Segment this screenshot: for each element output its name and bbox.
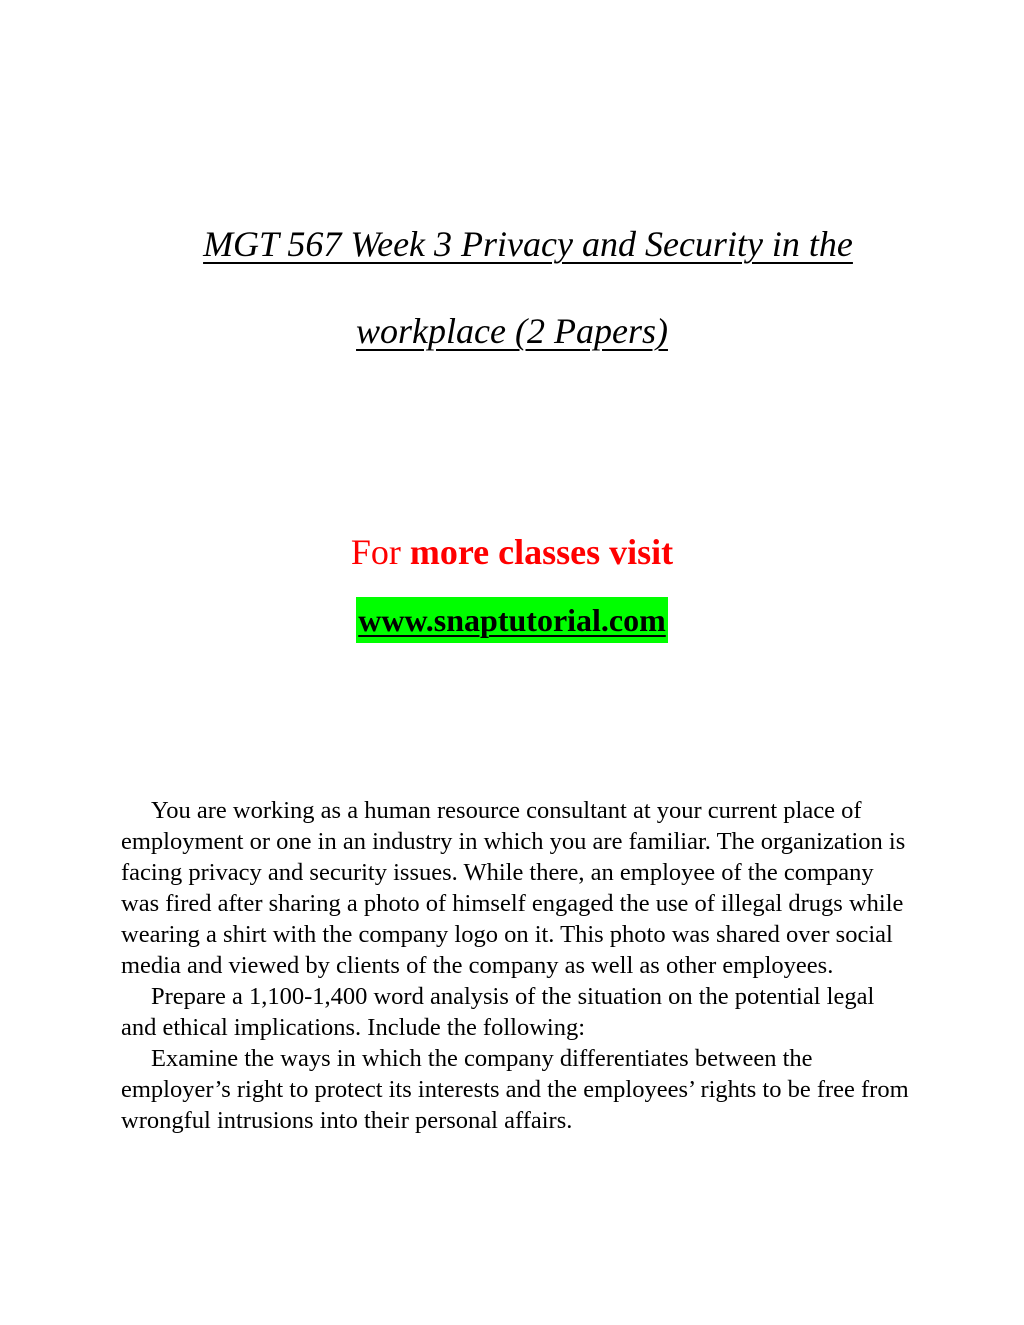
paragraph-examine: Examine the ways in which the company differentiates between the employer’s right to protect its interests and the employees’ rights to be free from wrongful intrusions into their personal affairs. bbox=[121, 1045, 909, 1134]
website-link[interactable]: www.snaptutorial.com bbox=[356, 597, 668, 643]
promo-for-text: For bbox=[350, 532, 401, 572]
paragraph-instructions: Prepare a 1,100-1,400 word analysis of the situation on the potential legal and ethical implications. Include the following: bbox=[121, 983, 875, 1041]
assignment-description bbox=[121, 795, 911, 1136]
document-title-line-2: workplace (2 Papers) bbox=[356, 311, 668, 351]
promo-line bbox=[0, 530, 1024, 574]
paragraph-scenario: You are working as a human resource consultant at your current place of employment or one in an industry in which you are familiar. The organization is facing privacy and security issues. While there, an employee of the company was fired after sharing a photo of himself engaged the use of illegal drugs while wearing a shirt with the company logo on it. This photo was shared over social media and viewed by clients of the company as well as other employees. bbox=[121, 797, 906, 979]
document-title-line-1: MGT 567 Week 3 Privacy and Security in the bbox=[203, 224, 853, 264]
website-link-container bbox=[0, 597, 1024, 643]
promo-more-classes-text: more classes visit bbox=[409, 532, 674, 572]
